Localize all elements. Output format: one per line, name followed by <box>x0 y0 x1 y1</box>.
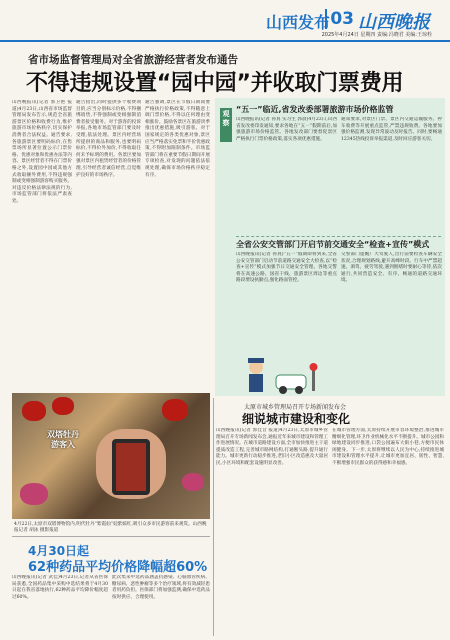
story3-headline-line1: 4月30日起 <box>28 544 90 558</box>
lantern-shape <box>162 399 188 421</box>
box-text-1: 山西晚报讯(记者 孙真 实习生 郭晨)4月23日,山西省发改委印发通知,要求各地在“五一”假期前后,加强旅游市场价格监管。各地发改部门要督促景区严格执行门票价格政策,落实各项优惠措施。 <box>236 117 337 142</box>
box-subheadline-1: “五一”临近,省发改委部署旅游市场价格监管 <box>236 105 394 114</box>
story2-column-1: 山西晚报讯(记者 郭佳音 报道)4月23日,太原市城乡管理局召开专场新闻发布会,通报近年来城市建设和管理工作进展情况。在城市道路建设方面,全市加快推进主干道提质改造工程,完善城市路网结构,打通断头路,提升通行能力。城市更新行动稳步推进,老旧小区改造惠及大量居民,小区环境和配套设施明显改善。 <box>216 428 328 466</box>
story3-column-1: 山西晚报讯(记者 武佳)4月23日,记者从省医保局获悉,全国药品集中采购中选结果将于4月30日起在我省落地执行,62种药品平均降价幅度超过60%。 <box>12 575 108 600</box>
masthead <box>0 0 450 40</box>
box-stamp: 观察 <box>220 108 232 142</box>
story1-column-3: 通告强调,景区在节假日期间要严格执行价格政策,不得随意上调门票价格,不得以任何理由变相涨价。鼓励各景区在旅游淡季推出优惠措施,吸引游客。对于国家规定的各类优惠对象,景区应当严格落实免票和半价优惠政策,不得附加限制条件。市场监管部门将在重要节假日期间开展专项检查,对发现的问题依法依规处理,确保市场价格秩序稳定有序。 <box>145 100 210 178</box>
box-text-4: 交警部门提醒广大驾驶人,出行前要检查车辆安全状况,合理规划路线,避开高峰时段。行车中严禁超速、酒驾、疲劳驾驶,遇到拥堵时要耐心等待,依次通行,共同营造安全、有序、畅通的道路交通环境。 <box>341 252 442 284</box>
lantern-shape <box>22 401 46 421</box>
photo-label: 双塔牡丹 游客入 <box>47 430 79 449</box>
traffic-police-cartoon <box>236 355 332 395</box>
section-name: 山西发布 <box>265 13 330 32</box>
newspaper-logo: 山西晚报 <box>358 12 430 33</box>
story2-column-2: 在城市管理方面,太原持续开展市容环境整治,推进城市精细化管理,环卫作业机械化水平不断提升。城市公园和绿地建设同步推进,口袋公园遍布大街小巷,方便市民休闲健身。下一步,太原将继续以人民为中心,持续推进城市建设和管理水平提升,让城市更加宜居、韧性、智慧,不断增强市民群众的获得感和幸福感。 <box>332 428 444 466</box>
column-divider <box>213 398 214 636</box>
box-text-3: 山西晚报讯(记者 孙真)“五一”假期即将到来,全省公安交管部门启动节前道路交通安全大检查,以“检查+宣传”模式加强节日交通安全管理。各地交警将在高速公路、国省干线、旅游景区周边等重点路段增设执勤点,强化路面管控。 <box>236 252 337 284</box>
box-text-2: 通知要求,对景区门票、景区内交通运输服务、停车收费等开展重点监管,严禁违规收费。各地要加强价格监测,发现异常波动及时报告。同时,要畅通12345热线投诉举报渠道,及时回应游客关切。 <box>341 117 442 142</box>
story3-column-2: 此次集采中选药品涵盖抗感染、心脑血管疾病、糖尿病、恶性肿瘤等多个治疗领域,将有效减轻患者用药负担。医保部门将加强监测,确保中选药品按时供应、合理使用。 <box>112 575 210 600</box>
lantern-shape <box>52 397 74 415</box>
peony-flower-shape <box>182 473 204 491</box>
box-subheadline-2: 全省公安交管部门开启节前交通安全“检查+宣传”模式 <box>236 240 430 249</box>
story1-headline: 不得违规设置“园中园”并收取门票费用 <box>26 71 404 96</box>
peony-photo <box>12 393 210 519</box>
story3-headline-line2: 62种药品平均价格降幅超60% <box>28 560 208 575</box>
story-divider <box>12 536 210 537</box>
story1-column-2: 通告指出,同时提供多个收费项目的,应当分别标示价格,不得捆绑销售,不得强制或变相强制消费者接受服务。对于游客的投诉举报,各地市场监管部门要及时受理,依法处理。景区内经营场所提供的商品和服务,也要明码标价,不得价外加价,不得收取任何未予标明的费用。各景区要加强对景区内租赁经营者的价格管理,引导经营者诚信经营,自觉维护良好的市场秩序。 <box>76 100 141 178</box>
box-divider <box>236 236 441 237</box>
story2-headline: 细说城市建设和变化 <box>242 412 351 426</box>
phone-screen-shape <box>116 443 146 491</box>
masthead-rule <box>0 40 450 42</box>
section-number: 03 <box>325 9 354 29</box>
photo-caption: 4月22日,太原市双塔博物馆内,明代牡丹“紫霞仙”姹紫嫣红,吸引众多市民游客前来观赏。山西晚报记者 胡泳 摄影报道 <box>14 522 207 533</box>
story1-kicker: 省市场监督管理局对全省旅游经营者发布通告 <box>28 54 238 66</box>
story1-column-1: 山西晚报讯(记者 郭卫艳 报道)4月23日,山西省市场监督管理局发布告示,规范全省旅游景区价格和收费行为,维护旅游市场价格秩序,切实保护消费者合法权益。通告要求,各旅游景区要明码标价,在售票场所显著位置公示门票价格、优惠对象和优惠办法等内容。景区经营者不得在门票价格之外,设置园中园或其他方式收取额外费用,不得违规强制或变相强制游客购买服务。对违反价格法律法规的行为,市场监管部门将依法严肃查处。 <box>12 100 72 204</box>
peony-flower-shape <box>20 483 48 505</box>
dateline: 2025年4月24日 星期四 责编:冯晓君 美编:王琼栓 <box>321 32 432 38</box>
story2-kicker: 太原市城乡管理局召开专场新闻发布会 <box>244 404 347 411</box>
